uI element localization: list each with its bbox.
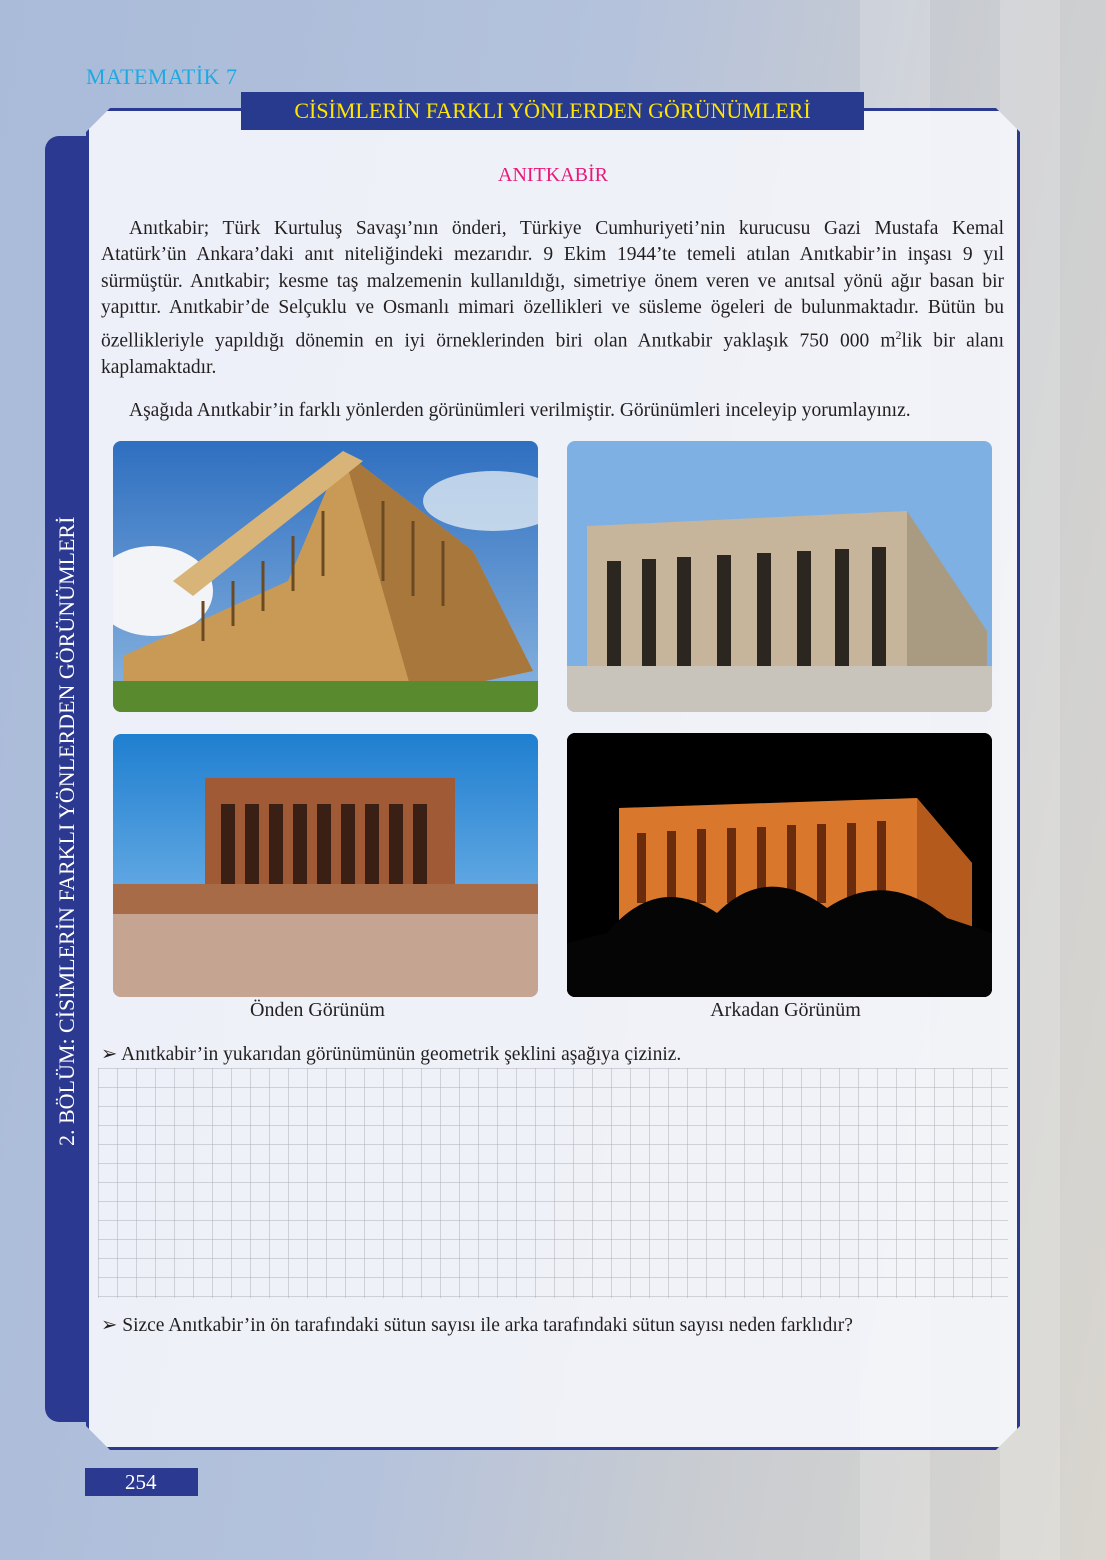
photo-side-view [567,441,992,712]
drawing-grid[interactable] [98,1068,1008,1298]
caption-front-view: Önden Görünüm [250,999,385,1021]
section-heading: ANITKABİR [498,164,608,186]
page-number: 254 [85,1468,198,1496]
intro-paragraph: Anıtkabir; Türk Kurtuluş Savaşı’nın önderi, Türkiye Cumhuriyeti’nin kurucusu Gazi Mustafa Kemal Atatürk’ün Ankara’daki anıt niteliğindeki mezarıdır. 9 Ekim 1944’te temeli atılan Anıtkabir’in inşası 9 yıl sürmüştür. Anıtkabir; kesme taş malzemenin kullanıldığı, simetriye önem veren ve anıtsal yönü ağır basan bir yapıttır. Anıtkabir’de Selçuklu ve Osmanlı mimari özellikleri ve süsleme ögeleri de bulunmaktadır. Bütün bu özellikleriyle yapıldığı dönemin en iyi örneklerinden biri olan Anıtkabir yaklaşık 750 000 $m^2lik$ bir alanı kaplamaktadır. [101,218,1004,378]
photo-back-view-night [567,733,992,997]
section-banner: CİSİMLERİN FARKLI YÖNLERDEN GÖRÜNÜMLERİ [241,92,864,130]
series-title: MATEMATİK 7 [86,64,238,89]
chapter-sidebar [45,136,89,1422]
photo-front-view [113,734,538,997]
caption-back-view: Arkadan Görünüm [710,999,861,1021]
bullet-arrow-icon: ➢ [101,1044,118,1065]
chapter-title: 2. BÖLÜM: CİSİMLERİN FARKLI YÖNLERDEN GÖRÜNÜMLERİ [54,516,79,1146]
photo-perspective-view [113,441,538,712]
instruction-text: Aşağıda Anıtkabir’in farklı yönlerden görünümleri verilmiştir. Görünümleri inceleyip yorumlayınız. [129,400,911,421]
question-1: ➢ Anıtkabir’in yukarıdan görünümünün geometrik şeklini aşağıya çiziniz. [101,1044,682,1065]
bullet-arrow-icon: ➢ [101,1315,118,1336]
question-2: ➢ Sizce Anıtkabir’in ön tarafındaki sütun sayısı ile arka tarafındaki sütun sayısı neden farklıdır? [101,1315,853,1336]
